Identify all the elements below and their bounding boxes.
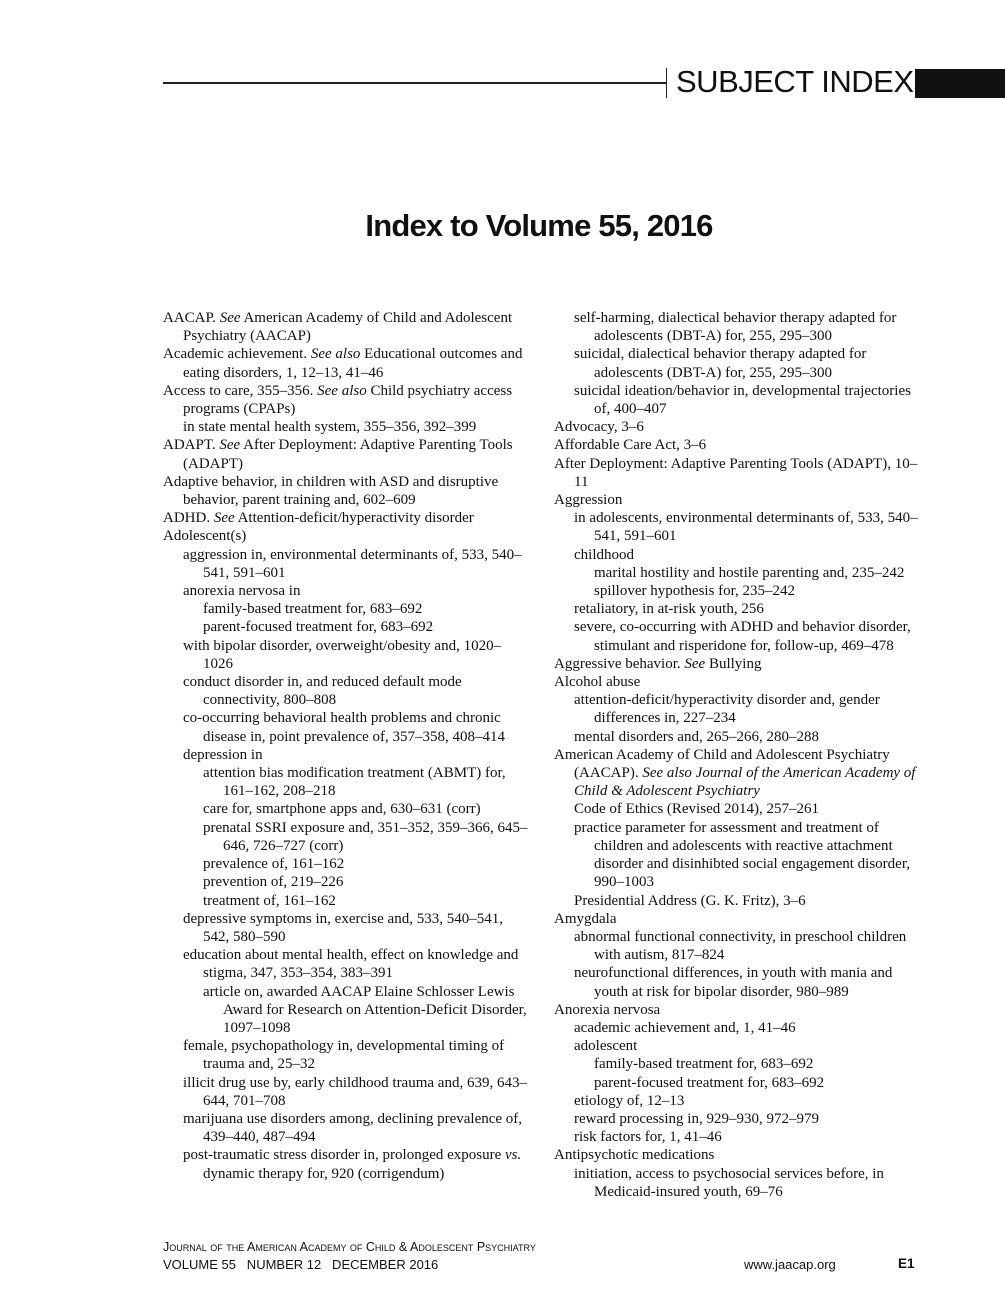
index-entry <box>554 418 919 436</box>
index-entry <box>183 673 528 709</box>
index-entry-text: See also Journal of the American Academy of Child & Adolescent Psychiatry <box>574 765 916 800</box>
index-entry <box>574 345 919 381</box>
header-rule <box>163 82 667 84</box>
index-entry <box>594 1055 919 1073</box>
index-entry-text: attention-deficit/hyperactivity disorder and, gender differences in, 227–234 <box>574 692 880 727</box>
index-entry-text: aggression in, environmental determinants of, 533, 540–541, 591–601 <box>183 546 522 581</box>
index-entry-text: marital hostility and hostile parenting and, 235–242 <box>594 564 905 581</box>
index-entry <box>574 728 919 746</box>
index-entry <box>163 436 528 472</box>
index-entry-text: Aggressive behavior. <box>554 655 685 672</box>
index-entry <box>183 582 528 600</box>
index-entry <box>574 800 919 818</box>
index-entry-text: care for, smartphone apps and, 630–631 (corr) <box>203 801 481 818</box>
index-entry <box>554 910 919 928</box>
index-entry-text: Educational outcomes and eating disorders, 1, 12–13, 41–46 <box>183 346 523 381</box>
index-entry-text: Adaptive behavior, in children with ASD and disruptive behavior, parent training and, 602–609 <box>163 473 499 509</box>
index-entry <box>574 691 919 727</box>
index-entry-text: Code of Ethics (Revised 2014), 257–261 <box>574 801 819 818</box>
index-entry-text: American Academy of Child and Adolescent Psychiatry (AACAP). <box>554 746 890 782</box>
index-entry-text: mental disorders and, 265–266, 280–288 <box>574 728 819 745</box>
index-entry-text: See also <box>310 346 361 363</box>
index-entry-text: family-based treatment for, 683–692 <box>203 601 423 618</box>
index-entry <box>163 527 528 545</box>
index-entry <box>203 983 528 1038</box>
index-entry-text: Antipsychotic medications <box>554 1147 715 1164</box>
index-entry-text: self-harming, dialectical behavior therapy adapted for adolescents (DBT-A) for, 255, 295–300 <box>574 310 897 345</box>
index-entry <box>554 655 919 673</box>
index-entry-text: Advocacy, 3–6 <box>554 419 644 436</box>
index-entry-text: abnormal functional connectivity, in preschool children with autism, 817–824 <box>574 928 907 964</box>
index-entry <box>574 819 919 892</box>
index-entry-text: prevention of, 219–226 <box>203 874 344 891</box>
section-label: SUBJECT INDEX <box>676 64 914 99</box>
index-entry <box>203 800 528 818</box>
index-entry-text: family-based treatment for, 683–692 <box>594 1056 814 1073</box>
index-entry-text: education about mental health, effect on knowledge and stigma, 347, 353–354, 383–391 <box>183 947 519 982</box>
index-entry <box>574 1019 919 1037</box>
index-entry <box>574 892 919 910</box>
index-entry-text: depression in <box>183 746 263 763</box>
index-entry <box>554 746 919 801</box>
index-entry-text: See <box>219 310 241 326</box>
index-entry <box>183 418 528 436</box>
index-entry-text: spillover hypothesis for, 235–242 <box>594 583 796 600</box>
index-entry-text: suicidal ideation/behavior in, developmental trajectories of, 400–407 <box>574 382 911 418</box>
index-entry-text: ADHD. <box>163 510 214 527</box>
index-entry-text: illicit drug use by, early childhood trauma and, 639, 643–644, 701–708 <box>183 1074 527 1109</box>
index-entry <box>554 1001 919 1019</box>
index-entry <box>163 382 528 418</box>
index-entry <box>183 946 528 982</box>
index-entry-text: AACAP. <box>163 310 220 326</box>
index-entry <box>183 746 528 764</box>
index-entry <box>183 1110 528 1146</box>
index-entry-text: neurofunctional differences, in youth with mania and youth at risk for bipolar disorder, 980–989 <box>574 965 893 1000</box>
header-black-bar <box>915 69 1005 98</box>
index-entry-text: female, psychopathology in, developmental timing of trauma and, 25–32 <box>183 1038 505 1073</box>
index-entry-text: suicidal, dialectical behavior therapy adapted for adolescents (DBT-A) for, 255, 295–300 <box>574 346 867 381</box>
index-entry <box>163 509 528 527</box>
index-entry <box>554 491 919 509</box>
index-entry-text: with bipolar disorder, overweight/obesity and, 1020–1026 <box>183 637 502 672</box>
index-entry <box>554 673 919 691</box>
index-entry-text: American Academy of Child and Adolescent Psychiatry (AACAP) <box>183 310 513 345</box>
index-entry <box>203 855 528 873</box>
index-entry <box>574 618 919 654</box>
index-entry-text: prevalence of, 161–162 <box>203 856 345 873</box>
index-entry-text: conduct disorder in, and reduced default mode connectivity, 800–808 <box>183 674 462 709</box>
index-entry-text: adolescent <box>574 1038 638 1055</box>
index-entry-text: dynamic therapy for, 920 (corrigendum) <box>203 1165 445 1182</box>
footer-journal-name: Journal of the American Academy of Child & Adolescent Psychiatry <box>163 1240 536 1254</box>
index-entry <box>183 709 528 745</box>
index-entry-text: Presidential Address (G. K. Fritz), 3–6 <box>574 892 806 909</box>
index-entry <box>554 1146 919 1164</box>
index-entry-text: severe, co-occurring with ADHD and behavior disorder, stimulant and risperidone for, follow-up, 469–478 <box>574 619 911 654</box>
index-entry-text: in adolescents, environmental determinants of, 533, 540–541, 591–601 <box>574 510 918 545</box>
index-entry-text: etiology of, 12–13 <box>574 1092 685 1109</box>
index-entry <box>574 1128 919 1146</box>
index-entry-text: Amygdala <box>554 910 617 927</box>
index-entry-text: Academic achievement. <box>163 346 311 363</box>
header-rule-divider <box>666 68 667 98</box>
index-entry <box>203 819 528 855</box>
index-entry-text: See <box>213 510 235 527</box>
index-entry-text: Access to care, 355–356. <box>163 382 318 399</box>
index-entry-text: anorexia nervosa in <box>183 583 301 600</box>
index-entry-text: retaliatory, in at-risk youth, 256 <box>574 601 764 618</box>
index-entry-text: treatment of, 161–162 <box>203 892 336 909</box>
index-entry <box>574 1110 919 1128</box>
index-entry-text: article on, awarded AACAP Elaine Schlosser Lewis Award for Research on Attention-Deficit Disorder, 1097–1098 <box>203 983 527 1036</box>
index-entry <box>574 509 919 545</box>
index-entry <box>574 1165 919 1201</box>
index-entry-text: After Deployment: Adaptive Parenting Tools (ADAPT), 10–11 <box>554 455 918 490</box>
index-entry-text: Affordable Care Act, 3–6 <box>554 437 707 454</box>
index-entry-text: After Deployment: Adaptive Parenting Tools (ADAPT) <box>183 437 513 472</box>
index-entry <box>203 618 528 636</box>
index-entry-text: prenatal SSRI exposure and, 351–352, 359–366, 645–646, 726–727 (corr) <box>203 819 528 854</box>
index-entry-text: parent-focused treatment for, 683–692 <box>594 1074 825 1091</box>
index-entry <box>574 546 919 564</box>
index-entry-text: reward processing in, 929–930, 972–979 <box>574 1110 819 1127</box>
index-entry <box>554 436 919 454</box>
index-entry-text: Child psychiatry access programs (CPAPs) <box>183 382 513 418</box>
index-entry-text: See <box>684 655 706 672</box>
index-entry-text: marijuana use disorders among, declining prevalence of, 439–440, 487–494 <box>183 1110 523 1146</box>
index-entry-text: co-occurring behavioral health problems and chronic disease in, point prevalence of, 357–358, 408–414 <box>183 710 506 745</box>
index-entry <box>554 455 919 491</box>
index-entry <box>574 382 919 418</box>
index-entry <box>574 1037 919 1055</box>
index-entry <box>183 1037 528 1073</box>
index-entry-text: post-traumatic stress disorder in, prolonged exposure <box>183 1147 506 1164</box>
index-entry-text: parent-focused treatment for, 683–692 <box>203 619 434 636</box>
index-entry <box>203 764 528 800</box>
index-entry-text: depressive symptoms in, exercise and, 533, 540–541, 542, 580–590 <box>183 910 503 945</box>
index-entry <box>183 1074 528 1110</box>
index-entry-text: ADAPT. <box>163 437 220 454</box>
index-entry <box>594 1074 919 1092</box>
index-entry-text: childhood <box>574 546 634 563</box>
footer-url[interactable]: www.jaacap.org <box>744 1257 836 1272</box>
index-entry <box>183 910 528 946</box>
index-entry-text: Attention-deficit/hyperactivity disorder <box>234 510 474 527</box>
index-entry <box>574 309 919 345</box>
index-entry <box>163 309 528 345</box>
index-entry <box>574 1092 919 1110</box>
page-title: Index to Volume 55, 2016 <box>365 208 713 243</box>
index-entry <box>594 582 919 600</box>
index-entry-text: risk factors for, 1, 41–46 <box>574 1129 722 1146</box>
index-entry <box>163 473 528 509</box>
index-column-right <box>554 309 919 1201</box>
index-entry-text: vs. <box>505 1147 522 1164</box>
index-entry-text: See <box>219 437 241 454</box>
index-entry-text: See also <box>317 382 367 399</box>
index-entry-text: attention bias modification treatment (ABMT) for, 161–162, 208–218 <box>203 765 506 800</box>
index-entry <box>574 928 919 964</box>
index-entry-text: Adolescent(s) <box>163 528 247 545</box>
index-entry <box>594 564 919 582</box>
index-entry-text: academic achievement and, 1, 41–46 <box>574 1019 796 1036</box>
index-entry <box>183 637 528 673</box>
index-entry-text: Aggression <box>554 492 623 509</box>
index-entry-text: Alcohol abuse <box>554 674 641 691</box>
index-entry-text: in state mental health system, 355–356, 392–399 <box>183 419 477 436</box>
index-entry-text: initiation, access to psychosocial services before, in Medicaid-insured youth, 69–76 <box>574 1165 884 1200</box>
index-entry <box>574 600 919 618</box>
footer-volume-line: VOLUME 55 NUMBER 12 DECEMBER 2016 <box>163 1257 439 1272</box>
index-entry <box>183 1146 528 1182</box>
index-entry <box>163 345 528 381</box>
index-entry <box>203 600 528 618</box>
index-entry-text: practice parameter for assessment and treatment of children and adolescents with reactive attachment disorder and disinhibted social engagement disorder, 990–1003 <box>574 819 910 891</box>
footer-page-number: E1 <box>898 1256 915 1271</box>
index-entry <box>203 892 528 910</box>
index-column-left <box>163 309 528 1183</box>
index-entry <box>183 546 528 582</box>
index-entry <box>203 873 528 891</box>
index-entry <box>574 964 919 1000</box>
index-entry-text: Anorexia nervosa <box>554 1001 661 1018</box>
index-entry-text: Bullying <box>705 655 762 672</box>
